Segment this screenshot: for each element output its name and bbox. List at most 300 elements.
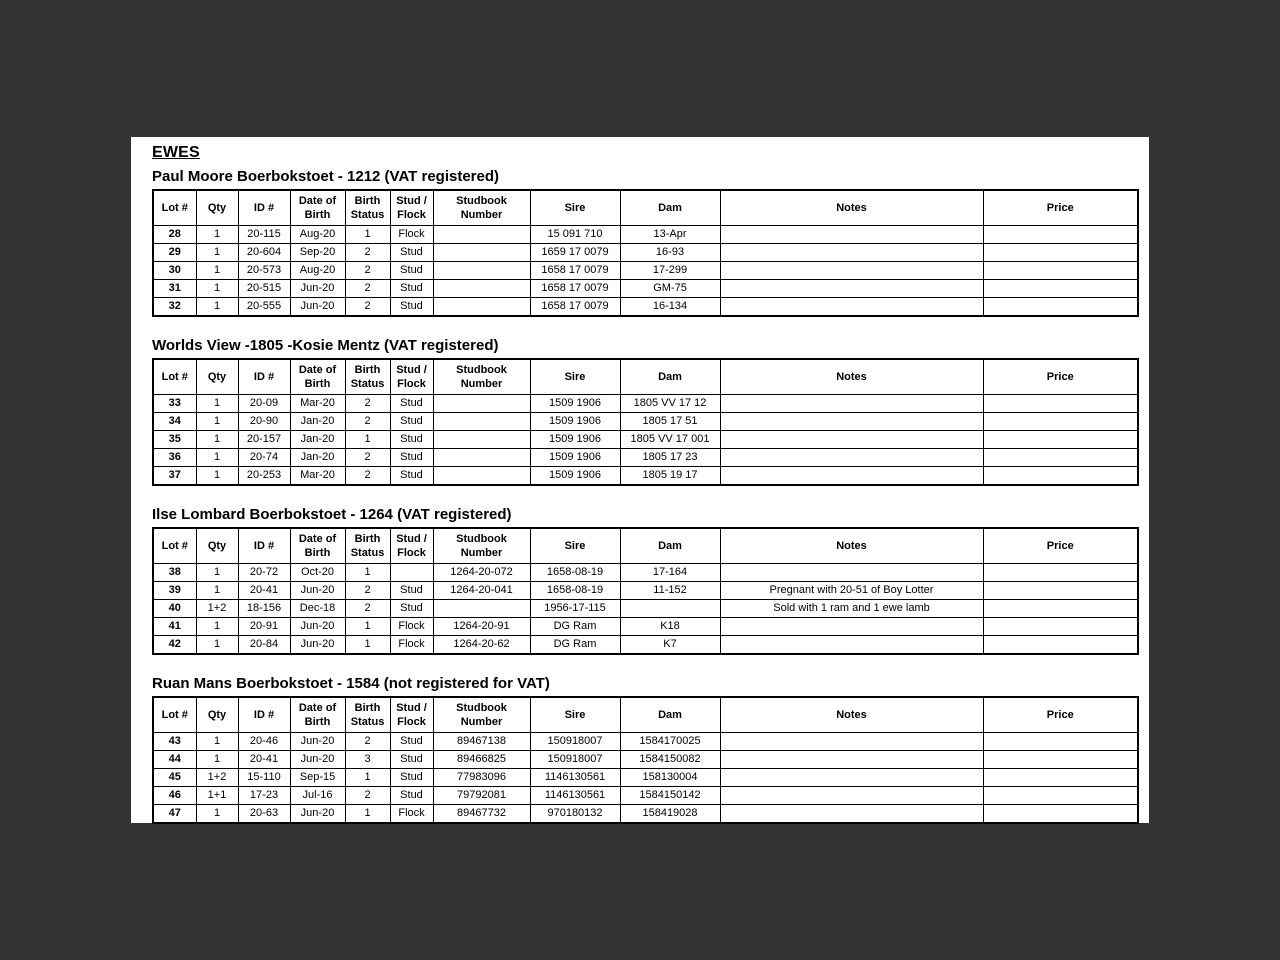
table-cell: 1805 17 51	[620, 413, 720, 431]
table-cell: Jun-20	[290, 805, 345, 824]
column-header: Studbook Number	[433, 697, 530, 733]
table-row	[153, 280, 1138, 298]
table-row	[153, 636, 1138, 655]
table-cell	[433, 395, 530, 413]
table-cell: 35	[153, 431, 196, 449]
table-cell	[720, 298, 983, 317]
table-cell: 42	[153, 636, 196, 655]
table-cell: 45	[153, 769, 196, 787]
table-cell: 1	[196, 226, 238, 244]
table-cell: 1	[196, 467, 238, 486]
table-cell	[983, 769, 1138, 787]
page-title: EWES	[152, 144, 200, 161]
table-cell	[433, 298, 530, 317]
table-cell	[720, 449, 983, 467]
column-header: Lot #	[153, 359, 196, 395]
table-cell: 1+1	[196, 787, 238, 805]
table-cell	[720, 262, 983, 280]
table-cell: 150918007	[530, 751, 620, 769]
table-cell: 1584170025	[620, 733, 720, 751]
table-cell: Stud	[390, 280, 433, 298]
column-header: Date of Birth	[290, 359, 345, 395]
breeder-section-worlds-view	[152, 337, 1137, 486]
table-row	[153, 449, 1138, 467]
table-cell: Pregnant with 20-51 of Boy Lotter	[720, 582, 983, 600]
table-row	[153, 413, 1138, 431]
table-cell	[433, 413, 530, 431]
table-cell: K18	[620, 618, 720, 636]
column-header: Notes	[720, 528, 983, 564]
table-cell: 1	[196, 280, 238, 298]
table-cell	[983, 280, 1138, 298]
table-cell: 47	[153, 805, 196, 824]
table-cell: Jun-20	[290, 280, 345, 298]
column-header: Qty	[196, 528, 238, 564]
table-cell	[983, 431, 1138, 449]
table-cell	[433, 226, 530, 244]
table-cell: 2	[345, 262, 390, 280]
column-header: Date of Birth	[290, 697, 345, 733]
lots-table	[152, 358, 1139, 486]
table-cell: 16-134	[620, 298, 720, 317]
table-cell: 1	[345, 805, 390, 824]
table-cell	[983, 413, 1138, 431]
table-cell: 1	[196, 564, 238, 582]
table-cell: 1	[196, 805, 238, 824]
table-cell: 32	[153, 298, 196, 317]
table-cell	[433, 280, 530, 298]
table-cell: 41	[153, 618, 196, 636]
table-cell: 33	[153, 395, 196, 413]
table-cell: 30	[153, 262, 196, 280]
table-cell	[720, 751, 983, 769]
table-cell	[433, 244, 530, 262]
table-cell: 1509 1906	[530, 395, 620, 413]
table-cell: 34	[153, 413, 196, 431]
column-header: ID #	[238, 359, 290, 395]
table-cell: 77983096	[433, 769, 530, 787]
breeder-section-paul-moore	[152, 168, 1137, 317]
table-row	[153, 600, 1138, 618]
table-cell	[983, 636, 1138, 655]
table-cell: 3	[345, 751, 390, 769]
table-cell: 79792081	[433, 787, 530, 805]
table-row	[153, 582, 1138, 600]
table-cell: 17-23	[238, 787, 290, 805]
table-cell	[983, 582, 1138, 600]
table-cell: 13-Apr	[620, 226, 720, 244]
table-cell: Stud	[390, 298, 433, 317]
table-cell	[433, 262, 530, 280]
table-cell: Mar-20	[290, 467, 345, 486]
table-cell: 20-115	[238, 226, 290, 244]
column-header: Dam	[620, 190, 720, 226]
table-cell	[983, 395, 1138, 413]
table-cell: Stud	[390, 582, 433, 600]
breeder-section-ilse-lombard	[152, 506, 1137, 655]
table-cell: 1146130561	[530, 769, 620, 787]
table-cell: 2	[345, 298, 390, 317]
table-cell: 1	[196, 262, 238, 280]
table-cell: 1509 1906	[530, 431, 620, 449]
table-cell: 89467732	[433, 805, 530, 824]
column-header: Birth Status	[345, 359, 390, 395]
document-page	[131, 137, 1149, 823]
table-row	[153, 431, 1138, 449]
column-header: Dam	[620, 528, 720, 564]
table-cell: Aug-20	[290, 226, 345, 244]
table-cell: 1659 17 0079	[530, 244, 620, 262]
table-cell: Flock	[390, 636, 433, 655]
table-cell: K7	[620, 636, 720, 655]
table-cell: 2	[345, 787, 390, 805]
table-cell: 158130004	[620, 769, 720, 787]
table-cell	[433, 449, 530, 467]
table-cell: Sep-20	[290, 244, 345, 262]
table-cell: Stud	[390, 431, 433, 449]
table-cell: 2	[345, 600, 390, 618]
table-cell: 20-09	[238, 395, 290, 413]
header-row	[153, 697, 1138, 733]
table-cell: 1264-20-072	[433, 564, 530, 582]
table-cell	[983, 449, 1138, 467]
table-cell: Aug-20	[290, 262, 345, 280]
table-cell: Flock	[390, 618, 433, 636]
table-cell: 44	[153, 751, 196, 769]
table-cell: 31	[153, 280, 196, 298]
table-cell	[983, 618, 1138, 636]
table-cell: 2	[345, 280, 390, 298]
column-header: Price	[983, 359, 1138, 395]
table-cell: 2	[345, 244, 390, 262]
table-cell: 1509 1906	[530, 413, 620, 431]
table-cell	[720, 805, 983, 824]
table-cell: 1956-17-115	[530, 600, 620, 618]
column-header: Dam	[620, 697, 720, 733]
table-cell	[720, 395, 983, 413]
table-row	[153, 244, 1138, 262]
table-cell: 2	[345, 395, 390, 413]
column-header: Birth Status	[345, 697, 390, 733]
table-cell: 2	[345, 467, 390, 486]
table-cell	[720, 244, 983, 262]
table-cell: 1509 1906	[530, 449, 620, 467]
column-header: Birth Status	[345, 190, 390, 226]
table-cell: 2	[345, 733, 390, 751]
table-cell	[983, 733, 1138, 751]
header-row	[153, 528, 1138, 564]
column-header: Lot #	[153, 697, 196, 733]
table-cell: 20-253	[238, 467, 290, 486]
table-cell: 970180132	[530, 805, 620, 824]
column-header: Lot #	[153, 190, 196, 226]
table-cell: 11-152	[620, 582, 720, 600]
table-cell: 37	[153, 467, 196, 486]
column-header: Qty	[196, 190, 238, 226]
table-cell	[983, 564, 1138, 582]
table-cell	[720, 564, 983, 582]
table-cell	[983, 244, 1138, 262]
table-cell: Stud	[390, 787, 433, 805]
table-cell	[983, 751, 1138, 769]
table-cell: 89466825	[433, 751, 530, 769]
table-cell: 1	[196, 449, 238, 467]
table-cell: Oct-20	[290, 564, 345, 582]
table-cell	[720, 769, 983, 787]
column-header: Stud / Flock	[390, 190, 433, 226]
table-cell	[620, 600, 720, 618]
table-cell: 16-93	[620, 244, 720, 262]
table-cell: Mar-20	[290, 395, 345, 413]
table-cell: 1	[196, 618, 238, 636]
header-row	[153, 359, 1138, 395]
table-cell: 28	[153, 226, 196, 244]
table-cell	[983, 226, 1138, 244]
table-cell: 1805 VV 17 001	[620, 431, 720, 449]
table-cell: 20-555	[238, 298, 290, 317]
column-header: Sire	[530, 359, 620, 395]
table-cell: 1	[196, 431, 238, 449]
column-header: Stud / Flock	[390, 359, 433, 395]
table-cell: 20-90	[238, 413, 290, 431]
table-cell: Stud	[390, 244, 433, 262]
table-cell	[720, 431, 983, 449]
table-cell: 1	[196, 298, 238, 317]
table-cell: 1805 19 17	[620, 467, 720, 486]
table-cell: 20-63	[238, 805, 290, 824]
table-cell: 20-72	[238, 564, 290, 582]
table-cell: Stud	[390, 262, 433, 280]
table-cell	[983, 600, 1138, 618]
column-header: Notes	[720, 190, 983, 226]
table-cell	[983, 805, 1138, 824]
table-cell: 1658 17 0079	[530, 298, 620, 317]
column-header: Notes	[720, 359, 983, 395]
table-cell: Jan-20	[290, 431, 345, 449]
table-cell: 20-84	[238, 636, 290, 655]
table-row	[153, 805, 1138, 824]
table-cell	[720, 413, 983, 431]
lots-table	[152, 696, 1139, 824]
table-cell: Flock	[390, 226, 433, 244]
table-cell: 39	[153, 582, 196, 600]
table-cell: 1584150142	[620, 787, 720, 805]
table-cell	[720, 787, 983, 805]
table-cell	[433, 467, 530, 486]
table-cell: 2	[345, 413, 390, 431]
table-cell: 38	[153, 564, 196, 582]
column-header: Stud / Flock	[390, 697, 433, 733]
table-cell: Jun-20	[290, 582, 345, 600]
table-cell	[983, 298, 1138, 317]
table-cell: Stud	[390, 751, 433, 769]
table-row	[153, 751, 1138, 769]
table-cell: 20-41	[238, 582, 290, 600]
table-cell	[433, 600, 530, 618]
table-cell	[720, 636, 983, 655]
table-row	[153, 564, 1138, 582]
table-cell: 1658-08-19	[530, 582, 620, 600]
table-cell: 1658 17 0079	[530, 262, 620, 280]
table-cell: 43	[153, 733, 196, 751]
table-cell: 20-46	[238, 733, 290, 751]
header-row	[153, 190, 1138, 226]
table-cell: 2	[345, 582, 390, 600]
column-header: Qty	[196, 697, 238, 733]
table-row	[153, 262, 1138, 280]
table-cell: Stud	[390, 449, 433, 467]
table-cell	[720, 618, 983, 636]
table-cell: 2	[345, 449, 390, 467]
table-cell: 1658-08-19	[530, 564, 620, 582]
table-cell: 1+2	[196, 769, 238, 787]
table-cell: 29	[153, 244, 196, 262]
column-header: Qty	[196, 359, 238, 395]
column-header: Sire	[530, 528, 620, 564]
table-cell: 1	[196, 413, 238, 431]
table-cell: 1509 1906	[530, 467, 620, 486]
table-cell: 1	[345, 618, 390, 636]
table-cell: 36	[153, 449, 196, 467]
table-row	[153, 769, 1138, 787]
table-cell: 1+2	[196, 600, 238, 618]
table-cell: DG Ram	[530, 636, 620, 655]
table-cell: 1	[345, 226, 390, 244]
table-cell: 1264-20-62	[433, 636, 530, 655]
table-cell: 1264-20-041	[433, 582, 530, 600]
column-header: Notes	[720, 697, 983, 733]
table-cell: 1264-20-91	[433, 618, 530, 636]
column-header: ID #	[238, 697, 290, 733]
section-heading: Paul Moore Boerbokstoet - 1212 (VAT registered)	[152, 168, 500, 185]
column-header: Lot #	[153, 528, 196, 564]
table-cell	[983, 262, 1138, 280]
table-row	[153, 467, 1138, 486]
breeder-section-ruan-mans	[152, 675, 1137, 824]
table-cell: Jul-16	[290, 787, 345, 805]
table-cell	[983, 467, 1138, 486]
table-cell: 1146130561	[530, 787, 620, 805]
lots-table	[152, 527, 1139, 655]
column-header: Price	[983, 528, 1138, 564]
table-cell: 1	[345, 564, 390, 582]
table-row	[153, 395, 1138, 413]
table-cell: Jun-20	[290, 751, 345, 769]
column-header: Date of Birth	[290, 528, 345, 564]
table-cell	[983, 787, 1138, 805]
table-cell: Stud	[390, 600, 433, 618]
table-cell: Jan-20	[290, 449, 345, 467]
column-header: Studbook Number	[433, 528, 530, 564]
table-cell: 1	[196, 582, 238, 600]
table-row	[153, 298, 1138, 317]
table-cell: 1805 17 23	[620, 449, 720, 467]
section-heading: Worlds View -1805 -Kosie Mentz (VAT registered)	[152, 337, 499, 354]
table-cell: 20-604	[238, 244, 290, 262]
table-cell: DG Ram	[530, 618, 620, 636]
table-cell: 1	[345, 636, 390, 655]
table-cell: GM-75	[620, 280, 720, 298]
table-cell	[720, 467, 983, 486]
table-row	[153, 618, 1138, 636]
table-cell: Stud	[390, 395, 433, 413]
column-header: Birth Status	[345, 528, 390, 564]
table-cell: Dec-18	[290, 600, 345, 618]
table-cell: 40	[153, 600, 196, 618]
column-header: Studbook Number	[433, 359, 530, 395]
column-header: Stud / Flock	[390, 528, 433, 564]
column-header: Sire	[530, 190, 620, 226]
table-cell: 1	[196, 751, 238, 769]
table-cell: 20-515	[238, 280, 290, 298]
table-cell: 20-91	[238, 618, 290, 636]
table-cell	[433, 431, 530, 449]
column-header: Date of Birth	[290, 190, 345, 226]
table-cell: 1	[196, 733, 238, 751]
table-cell: Stud	[390, 769, 433, 787]
table-cell: 20-41	[238, 751, 290, 769]
table-row	[153, 787, 1138, 805]
table-cell: 1658 17 0079	[530, 280, 620, 298]
table-cell	[720, 280, 983, 298]
table-cell: 158419028	[620, 805, 720, 824]
table-cell: 1	[196, 244, 238, 262]
table-cell: Jun-20	[290, 733, 345, 751]
table-cell: 1805 VV 17 12	[620, 395, 720, 413]
table-cell: Stud	[390, 733, 433, 751]
table-cell	[720, 226, 983, 244]
table-cell: 1	[196, 395, 238, 413]
table-cell: 15 091 710	[530, 226, 620, 244]
table-cell: 17-299	[620, 262, 720, 280]
table-cell: 1	[345, 431, 390, 449]
table-cell: 18-156	[238, 600, 290, 618]
column-header: ID #	[238, 190, 290, 226]
table-cell: Flock	[390, 805, 433, 824]
column-header: Price	[983, 190, 1138, 226]
column-header: Studbook Number	[433, 190, 530, 226]
table-cell: 1	[196, 636, 238, 655]
table-cell: 17-164	[620, 564, 720, 582]
table-cell: 1584150082	[620, 751, 720, 769]
table-cell: Jun-20	[290, 298, 345, 317]
column-header: Sire	[530, 697, 620, 733]
section-heading: Ilse Lombard Boerbokstoet - 1264 (VAT registered)	[152, 506, 512, 523]
table-cell	[390, 564, 433, 582]
table-cell: 1	[345, 769, 390, 787]
table-row	[153, 733, 1138, 751]
table-cell: Jun-20	[290, 618, 345, 636]
table-cell: Sep-15	[290, 769, 345, 787]
table-cell: Stud	[390, 467, 433, 486]
lots-table	[152, 189, 1139, 317]
table-cell	[720, 733, 983, 751]
table-row	[153, 226, 1138, 244]
table-cell: 15-110	[238, 769, 290, 787]
table-cell: 89467138	[433, 733, 530, 751]
table-cell: Sold with 1 ram and 1 ewe lamb	[720, 600, 983, 618]
table-cell: Stud	[390, 413, 433, 431]
table-cell: Jun-20	[290, 636, 345, 655]
column-header: Dam	[620, 359, 720, 395]
table-cell: 150918007	[530, 733, 620, 751]
column-header: ID #	[238, 528, 290, 564]
table-cell: 20-573	[238, 262, 290, 280]
column-header: Price	[983, 697, 1138, 733]
table-cell: 20-74	[238, 449, 290, 467]
section-heading: Ruan Mans Boerbokstoet - 1584 (not registered for VAT)	[152, 675, 550, 692]
table-cell: 46	[153, 787, 196, 805]
